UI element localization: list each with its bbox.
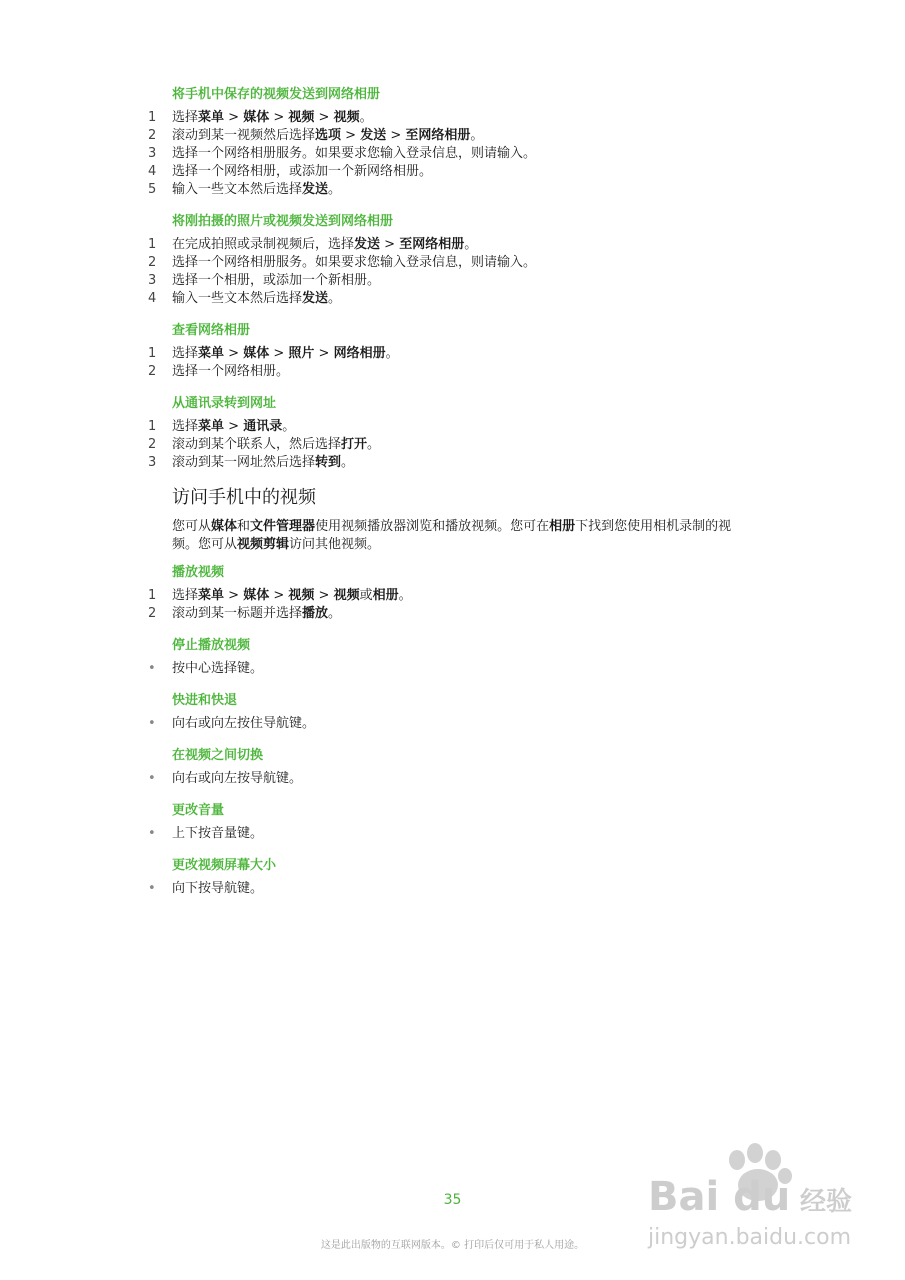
bold-term: 发送 <box>302 182 329 197</box>
text-segment: 。 <box>367 437 381 452</box>
footer-note: 这是此出版物的互联网版本。© 打印后仅可用于私人用途。 <box>320 1240 585 1251</box>
bold-term: 通讯录 <box>243 419 283 434</box>
task-heading: 从通讯录转到网址 <box>172 396 277 411</box>
step-number: 2 <box>148 437 157 452</box>
task-heading: 将刚拍摄的照片或视频发送到网络相册 <box>172 214 394 229</box>
task-heading: 停止播放视频 <box>172 638 251 653</box>
text-segment: 选择 <box>172 588 199 603</box>
task-heading: 将手机中保存的视频发送到网络相册 <box>172 87 381 102</box>
text-segment: 向右或向左按导航键。 <box>172 771 303 786</box>
text-segment: 。 <box>328 291 342 306</box>
step-list <box>148 109 772 199</box>
bullet-icon: • <box>148 881 156 896</box>
bold-term: 至网络相册 <box>399 237 465 252</box>
step-number: 3 <box>148 146 157 161</box>
text-segment: 滚动到某一标题并选择 <box>172 606 303 621</box>
step-item <box>148 145 772 163</box>
step-number: 1 <box>148 419 157 434</box>
bullet-item <box>148 825 772 843</box>
step-number: 1 <box>148 588 157 603</box>
text-segment: 选择 <box>172 346 199 361</box>
step-number: 2 <box>148 128 157 143</box>
step-item <box>148 254 772 272</box>
text-segment: 输入一些文本然后选择 <box>172 291 303 306</box>
text-segment: 在完成拍照或录制视频后，选择 <box>172 237 355 252</box>
text-segment: 选择一个相册，或添加一个新相册。 <box>172 273 381 288</box>
step-item <box>148 345 772 363</box>
bold-term: 视频 <box>333 110 360 125</box>
step-item <box>148 436 772 454</box>
bold-term: 照片 <box>288 346 315 361</box>
bullet-icon: • <box>148 661 156 676</box>
bullet-icon: • <box>148 826 156 841</box>
step-list <box>148 345 772 381</box>
task-heading: 更改音量 <box>172 803 225 818</box>
section-paragraph <box>172 518 752 554</box>
text-segment: > <box>269 110 289 125</box>
bullet-list <box>148 660 772 678</box>
text-segment: 上下按音量键。 <box>172 826 264 841</box>
bullet-icon: • <box>148 716 156 731</box>
bold-term: 媒体 <box>243 346 270 361</box>
text-segment: 选择 <box>172 419 199 434</box>
watermark-url: jingyan.baidu.com <box>648 1225 852 1250</box>
text-segment: > <box>341 128 361 143</box>
bold-term: 媒体 <box>243 110 270 125</box>
text-segment: 选择一个网络相册。 <box>172 364 290 379</box>
step-list <box>148 418 772 472</box>
step-item <box>148 109 772 127</box>
bold-term: 视频剪辑 <box>237 537 290 552</box>
watermark-brand: Bai du <box>648 1174 791 1220</box>
watermark-suffix: 经验 <box>800 1187 853 1217</box>
text-segment: 向右或向左按住导航键。 <box>172 716 316 731</box>
bullet-item <box>148 770 772 788</box>
text-segment: > <box>314 110 334 125</box>
step-list <box>148 236 772 308</box>
baidu-jingyan-watermark <box>640 1140 870 1260</box>
step-item <box>148 363 772 381</box>
text-segment: 下找到您使用相机录制的视频。您可从 <box>172 519 732 552</box>
step-number: 1 <box>148 110 157 125</box>
step-number: 4 <box>148 291 157 306</box>
step-item <box>148 454 772 472</box>
text-segment: > <box>224 346 244 361</box>
text-segment: 。 <box>328 606 342 621</box>
bold-term: 至网络相册 <box>405 128 471 143</box>
text-segment: 。 <box>359 110 373 125</box>
text-segment: 。 <box>398 588 412 603</box>
step-list <box>148 587 772 623</box>
bold-term: 发送 <box>302 291 329 306</box>
step-number: 3 <box>148 273 157 288</box>
bold-term: 媒体 <box>243 588 270 603</box>
bold-term: 菜单 <box>198 346 225 361</box>
task-heading: 快进和快退 <box>172 693 238 708</box>
step-item <box>148 181 772 199</box>
text-segment: 按中心选择键。 <box>172 661 264 676</box>
step-item <box>148 290 772 308</box>
bold-term: 转到 <box>315 455 342 470</box>
text-segment: 选择一个网络相册，或添加一个新网络相册。 <box>172 164 433 179</box>
text-segment: 输入一些文本然后选择 <box>172 182 303 197</box>
step-item <box>148 587 772 605</box>
bold-term: 相册 <box>372 588 399 603</box>
bold-term: 发送 <box>360 128 387 143</box>
bold-term: 视频 <box>333 588 360 603</box>
bullet-item <box>148 660 772 678</box>
step-number: 2 <box>148 606 157 621</box>
bold-term: 视频 <box>288 588 315 603</box>
bullet-list <box>148 715 772 733</box>
bullet-list <box>148 880 772 898</box>
bold-term: 菜单 <box>198 419 225 434</box>
step-number: 5 <box>148 182 157 197</box>
bold-term: 视频 <box>288 110 315 125</box>
step-number: 2 <box>148 255 157 270</box>
text-segment: > <box>224 110 244 125</box>
text-segment: 滚动到某一网址然后选择 <box>172 455 316 470</box>
step-item <box>148 272 772 290</box>
task-heading: 更改视频屏幕大小 <box>172 858 277 873</box>
step-item <box>148 605 772 623</box>
text-segment: 和 <box>237 519 251 534</box>
bold-term: 发送 <box>354 237 381 252</box>
bold-term: 文件管理器 <box>250 519 316 534</box>
bold-term: 播放 <box>302 606 329 621</box>
text-segment: > <box>269 346 289 361</box>
text-segment: 滚动到某个联系人，然后选择 <box>172 437 342 452</box>
task-heading: 查看网络相册 <box>172 323 251 338</box>
bold-term: 菜单 <box>198 588 225 603</box>
step-number: 4 <box>148 164 157 179</box>
bold-term: 打开 <box>341 437 368 452</box>
step-item <box>148 163 772 181</box>
text-segment: 访问其他视频。 <box>289 537 381 552</box>
text-segment: 。 <box>341 455 355 470</box>
task-heading: 在视频之间切换 <box>172 748 264 763</box>
step-item <box>148 127 772 145</box>
bullet-item <box>148 880 772 898</box>
text-segment: 。 <box>385 346 399 361</box>
step-number: 3 <box>148 455 157 470</box>
bold-term: 网络相册 <box>333 346 386 361</box>
text-segment: 或 <box>359 588 373 603</box>
text-segment: > <box>269 588 289 603</box>
step-item <box>148 236 772 254</box>
text-segment: 向下按导航键。 <box>172 881 264 896</box>
bold-term: 媒体 <box>211 519 238 534</box>
bold-term: 相册 <box>549 519 576 534</box>
text-segment: 。 <box>464 237 478 252</box>
step-number: 1 <box>148 346 157 361</box>
text-segment: 选择一个网络相册服务。如果要求您输入登录信息，则请输入。 <box>172 146 537 161</box>
bold-term: 选项 <box>315 128 342 143</box>
text-segment: 滚动到某一视频然后选择 <box>172 128 316 143</box>
document-content <box>148 86 772 912</box>
bullet-item <box>148 715 772 733</box>
text-segment: > <box>314 588 334 603</box>
text-segment: 选择一个网络相册服务。如果要求您输入登录信息，则请输入。 <box>172 255 537 270</box>
step-number: 1 <box>148 237 157 252</box>
bullet-icon: • <box>148 771 156 786</box>
text-segment: 您可从 <box>172 519 212 534</box>
text-segment: 使用视频播放器浏览和播放视频。您可在 <box>315 519 550 534</box>
text-segment: > <box>380 237 400 252</box>
text-segment: > <box>386 128 406 143</box>
bold-term: 菜单 <box>198 110 225 125</box>
page-number: 35 <box>443 1192 462 1208</box>
step-number: 2 <box>148 364 157 379</box>
bullet-list <box>148 770 772 788</box>
text-segment: 选择 <box>172 110 199 125</box>
bullet-list <box>148 825 772 843</box>
task-heading: 播放视频 <box>172 565 225 580</box>
text-segment: > <box>224 588 244 603</box>
text-segment: 。 <box>282 419 296 434</box>
text-segment: > <box>314 346 334 361</box>
section-title: 访问手机中的视频 <box>172 487 316 508</box>
text-segment: 。 <box>470 128 484 143</box>
step-item <box>148 418 772 436</box>
text-segment: 。 <box>328 182 342 197</box>
text-segment: > <box>224 419 244 434</box>
